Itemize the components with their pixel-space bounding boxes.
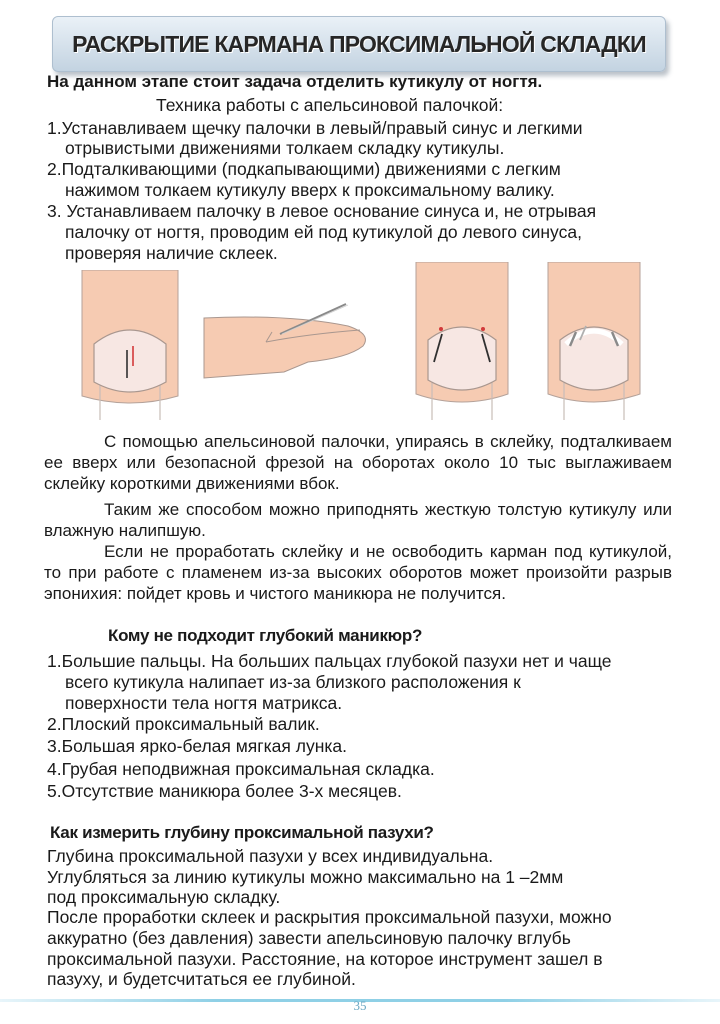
who-not-item-2: 2.Плоский проксимальный валик. <box>47 714 320 734</box>
paragraph-3-text: Если не проработать склейку и не освободить карман под кутикулой, то при работе с пламенем из-за высоких оборотов может произойти разрыв эпонихия: пойдет кровь и чистого маникюра не получится. <box>44 542 672 603</box>
page-title: РАСКРЫТИЕ КАРМАНА ПРОКСИМАЛЬНОЙ СКЛАДКИ <box>72 30 646 57</box>
who-not-heading: Кому не подходит глубокий маникюр? <box>108 626 423 645</box>
measure-line-2: Углубляться за линию кутикулы можно максимально на 1 –2мм <box>47 867 564 887</box>
finger-side-with-stick-icon <box>198 300 394 404</box>
step-1-line-1: 1.Устанавливаем щечку палочки в левый/правый синус и легкими <box>47 118 583 138</box>
step-2-line-2: нажимом толкаем кутикулу вверх к проксимальному валику. <box>65 180 555 200</box>
who-not-item-5: 5.Отсутствие маникюра более 3-х месяцев. <box>47 781 402 801</box>
paragraph-2 <box>44 499 672 541</box>
who-not-item-1-line-2: всего кутикула налипает из-за близкого расположения к <box>65 672 521 692</box>
measure-heading: Как измерить глубину проксимальной пазухи? <box>50 823 434 842</box>
measure-line-1: Глубина проксимальной пазухи у всех индивидуальна. <box>47 846 494 866</box>
measure-line-6: проксимальной пазухи. Расстояние, на которое инструмент зашел в <box>47 949 603 969</box>
step-3-line-2: палочку от ногтя, проводим ей под кутикулой до левого синуса, <box>65 222 582 242</box>
paragraph-1-text: С помощью апельсиновой палочки, упираясь в склейку, подталкиваем ее вверх или безопасной фрезой на оборотах около 10 тыс выглаживаем склейку короткими движениями вбок. <box>44 432 672 493</box>
paragraph-2-text: Таким же способом можно приподнять жесткую толстую кутикулу или влажную налипшую. <box>44 500 672 540</box>
step-3-line-3: проверяя наличие склеек. <box>65 243 278 263</box>
step-1-line-2: отрывистыми движениями толкаем складку кутикулы. <box>65 138 505 158</box>
nail-sinus-marks-icon <box>414 262 510 420</box>
page-number: 35 <box>353 998 367 1013</box>
who-not-item-1-line-3: поверхности тела ногтя матрикса. <box>65 693 343 713</box>
title-banner <box>52 16 666 72</box>
who-not-item-1-line-1: 1.Большие пальцы. На больших пальцах глубокой пазухи нет и чаще <box>47 651 612 671</box>
who-not-item-4: 4.Грубая неподвижная проксимальная складка. <box>47 759 435 779</box>
measure-line-5: аккуратно (без давления) завести апельсиновую палочку вглубь <box>47 928 571 948</box>
step-2-line-1: 2.Подталкивающими (подкапывающими) движениями с легким <box>47 159 561 179</box>
intro-technique: Техника работы с апельсиновой палочкой: <box>156 95 504 115</box>
nail-front-center-icon <box>78 270 182 420</box>
measure-line-4: После проработки склеек и раскрытия проксимальной пазухи, можно <box>47 907 612 927</box>
paragraph-3 <box>44 541 672 604</box>
measure-line-7: пазуху, и будетсчитаться ее глубиной. <box>47 969 356 989</box>
measure-line-3: под проксимальную складку. <box>47 887 281 907</box>
nail-lifted-cuticle-icon <box>546 262 642 420</box>
paragraph-1 <box>44 431 672 494</box>
step-3-line-1: 3. Устанавливаем палочку в левое основание синуса и, не отрывая <box>47 201 597 221</box>
intro-task: На данном этапе стоит задача отделить кутикулу от ногтя. <box>47 72 543 91</box>
who-not-item-3: 3.Большая ярко-белая мягкая лунка. <box>47 736 348 756</box>
